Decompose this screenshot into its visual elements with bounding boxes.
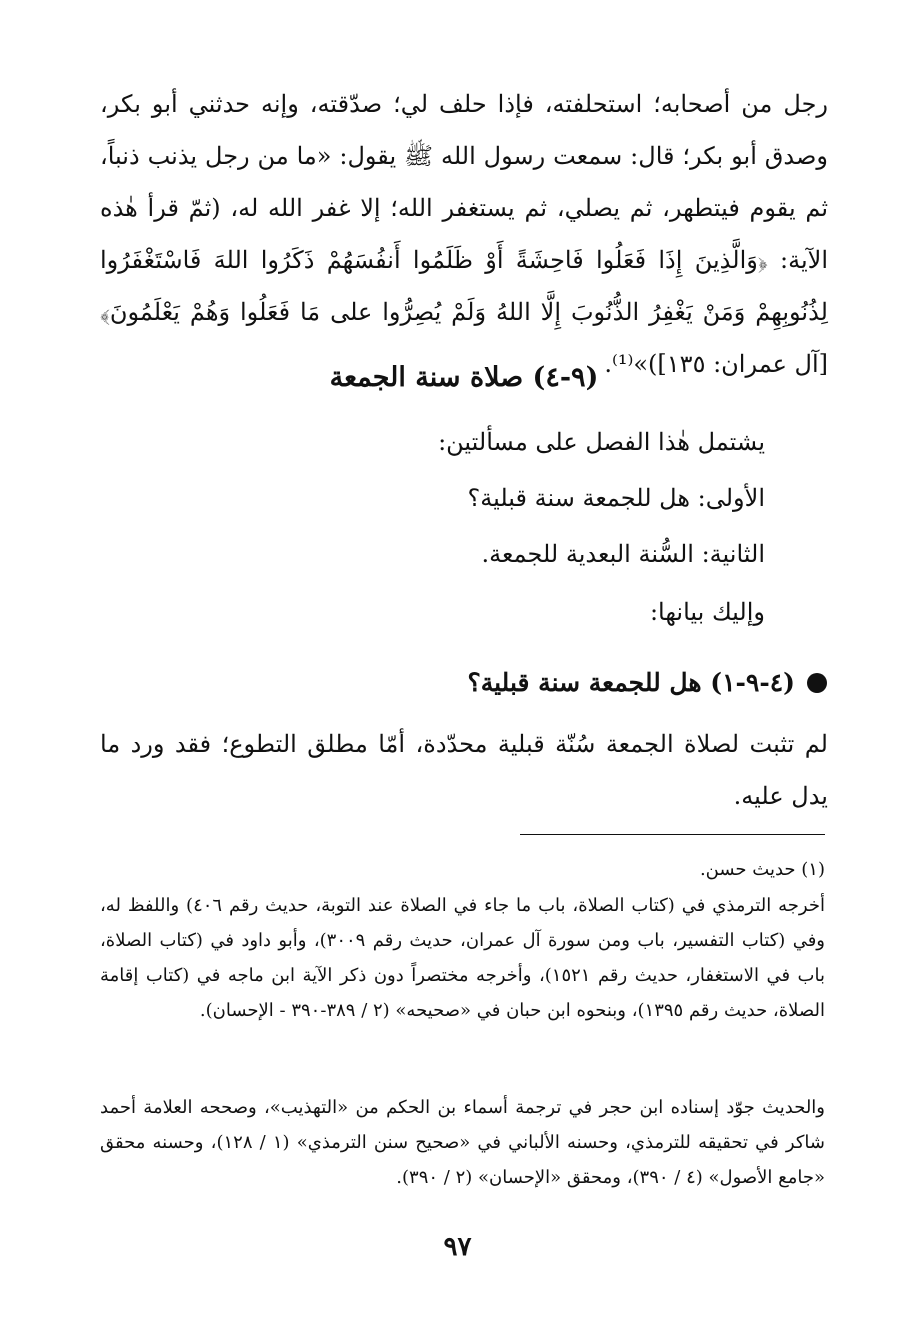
page-number: ٩٧ (443, 1232, 472, 1262)
subheading (467, 668, 827, 697)
hadith-paragraph: رجل من أصحابه؛ استحلفته، فإذا حلف لي؛ صدّقته، وإنه حدثني أبو بكر، وصدق أبو بكر؛ قال: سمعت رسول الله ﷺ يقول: «ما من رجل يذنب ذنباً، ثم يقوم فيتطهر، ثم يصلي، ثم يستغفر الله؛ إلا غفر الله له، (ثمّ قرأ هٰذه الآية: ﴿وَالَّذِينَ إِذَا فَعَلُوا فَاحِشَةً أَوْ ظَلَمُوا أَنفُسَهُمْ ذَكَرُوا اللهَ فَاسْتَغْفَرُوا لِذُنُوبِهِمْ وَمَنْ يَغْفِرُ الذُّنُوبَ إِلَّا اللهُ وَلَمْ يُصِرُّوا على مَا فَعَلُوا وَهُمْ يَعْلَمُونَ﴾ [آل عمران: ١٣٥])»⁽¹⁾. (100, 90, 828, 378)
answer-paragraph: لم تثبت لصلاة الجمعة سُنّة قبلية محدّدة، أمّا مطلق التطوع؛ فقد ورد ما يدل عليه. (100, 730, 828, 810)
intro-line: يشتمل هٰذا الفصل على مسألتين: (438, 428, 765, 456)
section-heading: (٩-٤) صلاة سنة الجمعة (329, 362, 599, 393)
explanation-line: وإليك بيانها: (649, 598, 765, 626)
bullet-icon (807, 673, 827, 693)
question-two: الثانية: السُّنة البعدية للجمعة. (481, 540, 765, 568)
subheading-text: (٤-٩-١) هل للجمعة سنة قبلية؟ (467, 668, 795, 697)
footnote-divider (520, 834, 825, 835)
question-one: الأولى: هل للجمعة سنة قبلية؟ (467, 484, 765, 512)
footnote-paragraph-1: أخرجه الترمذي في (كتاب الصلاة، باب ما جاء في الصلاة عند التوبة، حديث رقم ٤٠٦) واللفظ له، وفي (كتاب التفسير، باب ومن سورة آل عمران، حديث رقم ٣٠٠٩)، وأبو داود في (كتاب الصلاة، باب في الاستغفار، حديث رقم ١٥٢١)، وأخرجه مختصراً دون ذكر الآية ابن ماجه في (كتاب إقامة الصلاة، حديث رقم ١٣٩٥)، وبنحوه ابن حبان في «صحيحه» (٢ / ٣٨٩-٣٩٠ - الإحسان). (100, 895, 825, 1021)
footnote-label: (١) حديث حسن. (699, 859, 825, 880)
footnote-paragraph-2: والحديث جوّد إسناده ابن حجر في ترجمة أسماء بن الحكم من «التهذيب»، وصححه العلامة أحمد شاكر في تحقيقه للترمذي، وحسنه الألباني في «صحيح سنن الترمذي» (١ / ١٢٨)، وحسنه محقق «جامع الأصول» (٤ / ٣٩٠)، ومحقق «الإحسان» (٢ / ٣٩٠). (100, 1097, 825, 1188)
